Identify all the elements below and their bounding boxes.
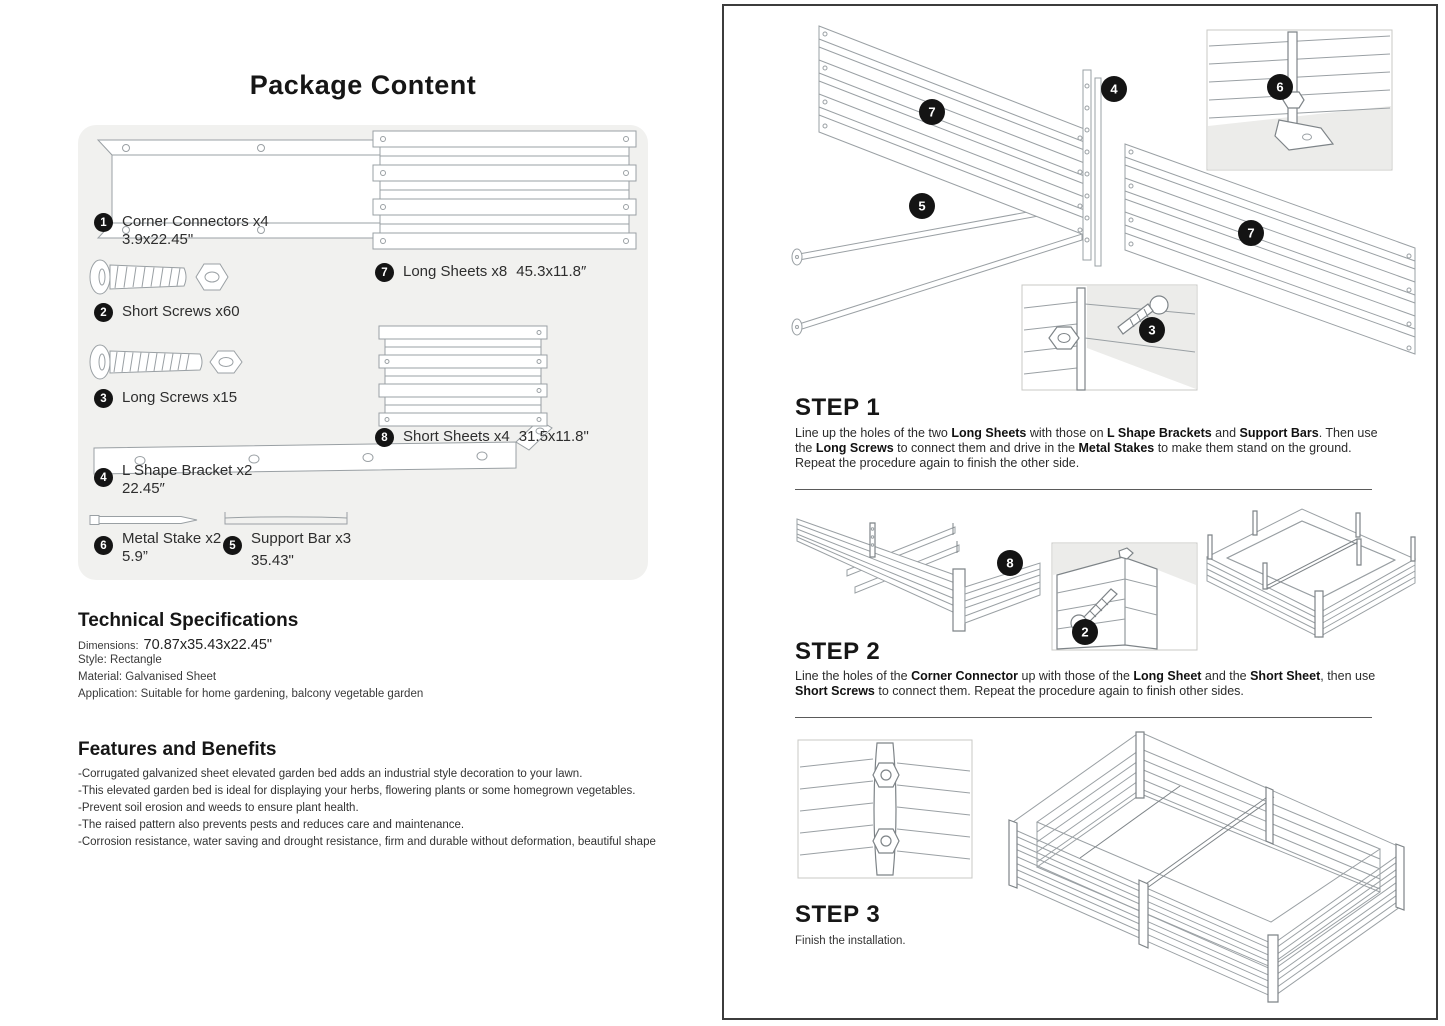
item-4-size: 22.45″ <box>122 480 165 497</box>
short-sheets-drawing <box>378 325 548 431</box>
metal-stake-drawing <box>88 512 200 528</box>
item-7-badge: 7 <box>375 263 394 282</box>
step2-right-assembly <box>1207 509 1415 637</box>
spec-application: Application: Suitable for home gardening, balcony vegetable garden <box>78 688 424 700</box>
step1-badge-support: 5 <box>918 198 926 214</box>
step3-description: Finish the installation. <box>795 935 906 947</box>
short-screw-drawing <box>88 257 238 297</box>
step2-description: Line the holes of the Corner Connector up with those of the Long Sheet and the Short Sheet, then use Short Screws to connect them. Repeat the procedure again to finish other sides. <box>795 669 1376 698</box>
item-corner-connectors <box>94 213 374 249</box>
step3-assembled-bed <box>1000 722 1436 1010</box>
item-6-badge: 6 <box>94 536 113 555</box>
separator-1 <box>795 489 1372 490</box>
features-title: Features and Benefits <box>78 739 277 760</box>
item-5-size: 35.43" <box>251 552 294 569</box>
item-2-badge: 2 <box>94 303 113 322</box>
tech-specs-title: Technical Specifications <box>78 610 299 631</box>
separator-2 <box>795 717 1372 718</box>
step1-title: STEP 1 <box>795 394 881 421</box>
item-5-label: Support Bar x3 <box>251 530 352 547</box>
item-5-badge: 5 <box>223 536 242 555</box>
step3-inset-bolts <box>797 739 973 879</box>
item-6-label: Metal Stake x2 <box>122 530 222 547</box>
step2-left-assembly <box>797 519 1040 631</box>
item-8-label: Short Sheets x4 <box>403 428 510 445</box>
step1-badge-bracket: 4 <box>1110 81 1118 97</box>
spec-dimensions-value: 70.87x35.43x22.45" <box>143 637 273 653</box>
item-8-badge: 8 <box>375 428 394 447</box>
long-sheets-drawing <box>372 130 637 252</box>
package-content-title: Package Content <box>249 70 477 100</box>
item-l-bracket <box>94 462 394 498</box>
item-7-label: Long Sheets x8 <box>403 263 508 280</box>
long-screw-drawing <box>88 342 248 382</box>
feature-item: -The raised pattern also prevents pests and reduces care and maintenance. <box>78 819 465 831</box>
step2-diagram <box>727 495 1433 657</box>
step1-inset-stake <box>1207 30 1392 170</box>
feature-item: -This elevated garden bed is ideal for displaying your herbs, flowering plants or some homegrown vegetables. <box>78 785 636 797</box>
item-support-bar <box>223 530 383 570</box>
item-3-label: Long Screws x15 <box>122 389 238 406</box>
item-1-label: Corner Connectors x4 <box>122 213 269 230</box>
item-long-sheets <box>375 263 645 282</box>
item-4-badge: 4 <box>94 468 113 487</box>
step1-badge-long-sheet-left: 7 <box>928 104 936 120</box>
left-column <box>0 0 720 1026</box>
step1-inset-screw <box>1022 285 1197 390</box>
item-long-screws <box>94 389 374 408</box>
step2-badge-short-sheet: 8 <box>1006 555 1014 571</box>
feature-item: -Corrosion resistance, water saving and drought resistance, firm and durable without deformation, beautiful shape <box>78 836 656 848</box>
item-3-badge: 3 <box>94 389 113 408</box>
item-1-badge: 1 <box>94 213 113 232</box>
item-8-size: 31.5x11.8" <box>518 428 589 445</box>
spec-dimensions-label: Dimensions: <box>78 640 139 652</box>
item-short-screws <box>94 303 374 322</box>
item-7-size: 45.3x11.8″ <box>516 263 587 280</box>
item-2-label: Short Screws x60 <box>122 303 240 320</box>
item-metal-stake <box>94 530 224 566</box>
step1-badge-stake: 6 <box>1276 79 1284 95</box>
step1-diagram <box>727 8 1433 393</box>
step3-title: STEP 3 <box>795 901 881 928</box>
spec-material: Material: Galvanised Sheet <box>78 671 217 683</box>
item-1-size: 3.9x22.45" <box>122 231 194 248</box>
spec-style: Style: Rectangle <box>78 654 162 666</box>
spec-dimensions <box>78 636 272 654</box>
feature-item: -Corrugated galvanized sheet elevated garden bed adds an industrial style decoration to your lawn. <box>78 768 583 780</box>
step1-badge-long-sheet-right: 7 <box>1247 225 1255 241</box>
item-4-label: L Shape Bracket x2 <box>122 462 253 479</box>
support-bar-drawing <box>222 510 350 528</box>
feature-item: -Prevent soil erosion and weeds to ensure plant health. <box>78 802 359 814</box>
item-short-sheets <box>375 428 655 447</box>
step1-badge-long-screw: 3 <box>1148 322 1156 338</box>
item-6-size: 5.9” <box>122 548 148 565</box>
step1-description: Line up the holes of the two Long Sheets with those on L Shape Brackets and Support Bars. Then use the Long Screws to connect them and drive in the Metal Stakes to make them stand on the ground. Repeat the procedure again to finish the other side. <box>795 426 1378 470</box>
step2-badge-short-screw: 2 <box>1081 624 1089 640</box>
step2-title: STEP 2 <box>795 638 881 665</box>
